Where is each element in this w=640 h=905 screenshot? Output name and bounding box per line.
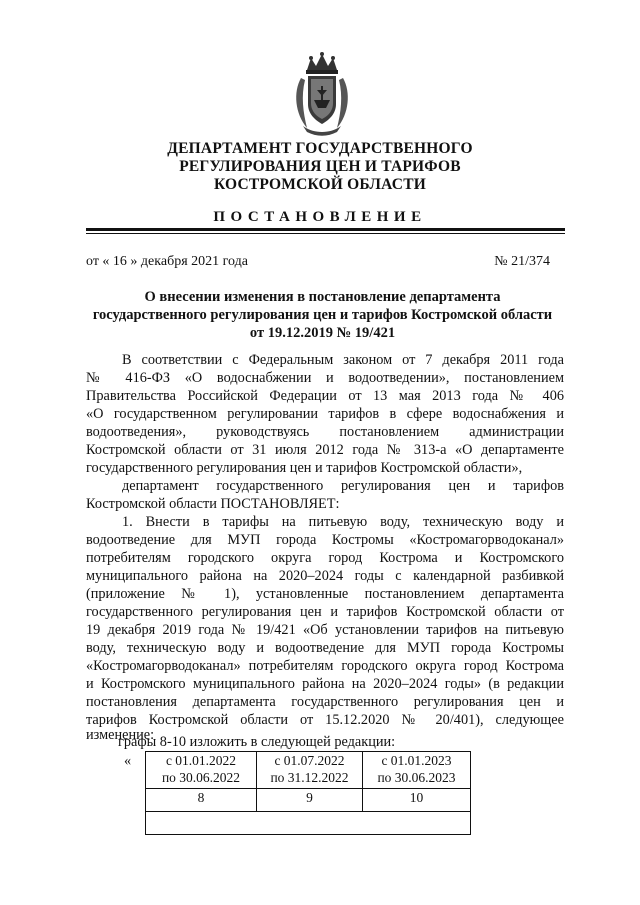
table-header-cell: [363, 752, 471, 789]
table-header-row: [146, 752, 471, 789]
document-type: ПОСТАНОВЛЕНИЕ: [213, 209, 427, 225]
body-line: Костромской области от 31 июля 2012 года № 313-а «О департаменте: [86, 442, 564, 458]
body-line: воду, техническую воду и водоотведение для МУП города Костромы: [86, 640, 564, 656]
period-start: с 01.01.2023: [381, 753, 452, 768]
body-line: «О государственном регулировании тарифов в сфере водоснабжения и: [86, 406, 564, 422]
period-end: по 30.06.2022: [161, 770, 241, 785]
body-line: тарифов Костромской области от 15.12.2020 № 20/401), следующее: [86, 712, 564, 728]
body-line: государственного регулирования цен и тарифов Костромской области от: [86, 604, 564, 620]
body-line: 1. Внести в тарифы на питьевую воду, техническую воду и: [122, 514, 564, 530]
graphs-intro: графы 8-10 изложить в следующей редакции:: [118, 734, 396, 750]
body-line: № 416-ФЗ «О водоснабжении и водоотведении», постановлением: [86, 370, 564, 386]
body-line: департамент государственного регулирования цен и тарифов: [122, 478, 564, 494]
period-end: по 31.12.2022: [270, 770, 349, 785]
body-line: и Костромского муниципального района на 2020–2024 годы» (в редакции: [86, 676, 564, 692]
body-line: водоотведение для МУП города Костромы «Костромагорводоканал»: [86, 532, 564, 548]
column-number: 10: [363, 789, 471, 812]
document-number: № 21/374: [494, 254, 550, 269]
coat-of-arms-icon: [293, 52, 351, 136]
body-line: водоотведения», руководствуясь постановлением администрации: [86, 424, 564, 440]
column-number: 9: [257, 789, 363, 812]
department-name-line-3: КОСТРОМСКОЙ ОБЛАСТИ: [213, 176, 426, 193]
department-name-line-1: ДЕПАРТАМЕНТ ГОСУДАРСТВЕННОГО: [167, 140, 473, 157]
table-empty-row: [146, 812, 471, 835]
department-name-line-2: РЕГУЛИРОВАНИЯ ЦЕН И ТАРИФОВ: [179, 158, 461, 175]
table-header-cell: [146, 752, 257, 789]
body-line: Костромской области ПОСТАНОВЛЯЕТ:: [86, 496, 340, 512]
header-rule-thin: [86, 233, 565, 234]
empty-cell: [146, 812, 471, 835]
tariff-table: [145, 751, 471, 835]
header-rule-thick: [86, 228, 565, 231]
body-line: муниципального района на 2020–2024 годы с календарной разбивкой: [86, 568, 564, 584]
body-line: Правительства Российской Федерации от 13 мая 2013 года № 406: [86, 388, 564, 404]
document-title-line-2: государственного регулирования цен и тарифов Костромской области: [92, 307, 553, 323]
body-line: (приложение № 1), установленные постановлением департамента: [86, 586, 564, 602]
body-line: потребителям городского округа город Кострома и Костромского: [86, 550, 564, 566]
document-date: от « 16 » декабря 2021 года: [86, 254, 248, 269]
body-line: «Костромагорводоканал» потребителям городского округа город Кострома: [86, 658, 564, 674]
body-line: В соответствии с Федеральным законом от 7 декабря 2011 года: [122, 352, 564, 368]
table-header-cell: [257, 752, 363, 789]
period-start: с 01.01.2022: [165, 753, 237, 768]
body-line: изменение:: [86, 727, 155, 743]
body-line: государственного регулирования цен и тарифов Костромской области»,: [86, 460, 523, 476]
open-quote: «: [124, 753, 132, 769]
body-line: постановления департамента государственного регулирования цен и: [86, 694, 564, 710]
table-column-numbers-row: [146, 789, 471, 812]
period-start: с 01.07.2022: [274, 753, 345, 768]
column-number: 8: [146, 789, 257, 812]
document-title-line-3: от 19.12.2019 № 19/421: [249, 325, 396, 341]
body-line: 19 декабря 2019 года № 19/421 «Об установлении тарифов на питьевую: [86, 622, 564, 638]
period-end: по 30.06.2023: [377, 770, 456, 785]
document-title-line-1: О внесении изменения в постановление департамента: [144, 289, 501, 305]
